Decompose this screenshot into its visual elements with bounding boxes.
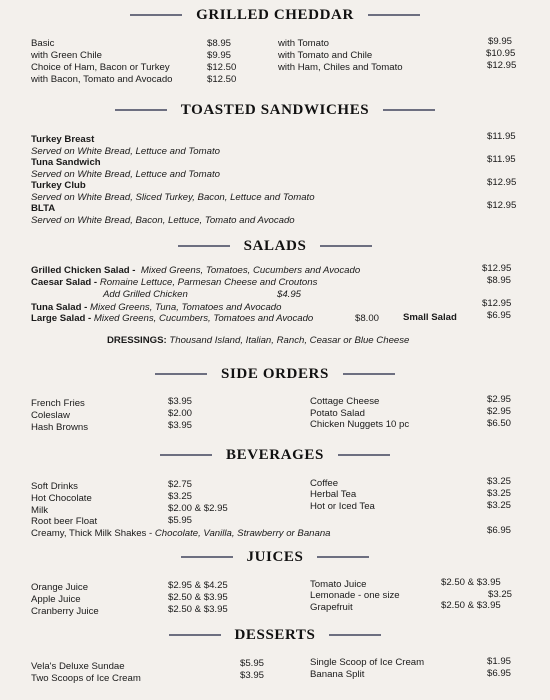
section-salads-header xyxy=(0,235,550,257)
header-rule-left xyxy=(178,245,230,247)
menu-item-name: Tuna Sandwich xyxy=(31,157,101,168)
menu-item-name: Single Scoop of Ice Cream xyxy=(310,657,425,668)
menu-item-price: $12.95 xyxy=(487,200,517,211)
menu-item-name: Basic xyxy=(31,38,55,49)
header-rule-right xyxy=(317,556,369,558)
menu-item-price: $3.25 xyxy=(488,589,513,600)
header-rule-right xyxy=(338,454,390,456)
menu-item-description: Romaine Lettuce, Parmesan Cheese and Croutons xyxy=(99,277,318,288)
menu-item-name: Grilled Chicken Salad - xyxy=(31,265,136,276)
menu-item-name: Lemonade - one size xyxy=(310,590,400,601)
menu-item-name: Vela's Deluxe Sundae xyxy=(31,661,125,672)
small-salad-name: Small Salad xyxy=(403,312,457,323)
menu-item-name: Two Scoops of Ice Cream xyxy=(31,673,141,684)
menu-item-price: $1.95 xyxy=(487,656,512,667)
menu-item-price: $9.95 xyxy=(207,50,232,61)
salad-row xyxy=(31,265,360,277)
menu-item-description: Served on White Bread, Lettuce and Tomato xyxy=(31,169,220,180)
menu-item-price: $11.95 xyxy=(487,131,516,142)
menu-item-price: $2.95 xyxy=(487,394,512,405)
section-title: SALADS xyxy=(243,237,307,254)
addon-price: $4.95 xyxy=(277,289,302,300)
header-rule-left xyxy=(181,556,233,558)
menu-item-description: Chocolate, Vanilla, Strawberry or Banana xyxy=(154,528,331,539)
menu-item-price: $9.95 xyxy=(488,36,513,47)
menu-item-price: $3.25 xyxy=(168,491,193,502)
menu-item-price: $12.95 xyxy=(487,60,517,71)
section-title: GRILLED CHEDDAR xyxy=(196,6,354,23)
menu-item-name: Root beer Float xyxy=(31,516,98,527)
menu-item-name: Hot Chocolate xyxy=(31,493,92,504)
menu-item-name: Apple Juice xyxy=(31,594,81,605)
menu-item-name: with Tomato xyxy=(278,38,330,49)
dressings-label: DRESSINGS: xyxy=(107,335,167,346)
menu-item-price: $2.95 & $4.25 xyxy=(168,580,228,591)
menu-item-name: Tuna Salad - xyxy=(31,302,88,313)
shakes-row xyxy=(31,528,331,540)
menu-item-price: $5.95 xyxy=(168,515,193,526)
menu-item-description: Served on White Bread, Sliced Turkey, Bacon, Lettuce and Tomato xyxy=(31,192,315,203)
menu-item-name: Turkey Breast xyxy=(31,134,95,145)
section-title: DESSERTS xyxy=(234,626,316,643)
menu-item-price: $6.95 xyxy=(487,668,512,679)
header-rule-left xyxy=(169,634,221,636)
menu-item-name: Coleslaw xyxy=(31,410,70,421)
menu-item-name: Creamy, Thick Milk Shakes - xyxy=(31,528,153,539)
menu-item-name: Chicken Nuggets 10 pc xyxy=(310,419,410,430)
menu-item-price: $6.95 xyxy=(487,525,512,536)
header-rule-right xyxy=(383,109,435,111)
menu-item-name: Large Salad - xyxy=(31,313,92,324)
menu-item-price: $2.00 & $2.95 xyxy=(168,503,228,514)
menu-item-name: Milk xyxy=(31,505,49,516)
menu-item-name: with Bacon, Tomato and Avocado xyxy=(31,74,173,85)
header-rule-right xyxy=(329,634,381,636)
salad-row xyxy=(31,277,317,289)
menu-item-price: $5.95 xyxy=(240,658,265,669)
header-rule-left xyxy=(130,14,182,16)
header-rule-right xyxy=(320,245,372,247)
header-rule-right xyxy=(368,14,420,16)
menu-item-price: $11.95 xyxy=(487,154,516,165)
menu-item-name: Turkey Club xyxy=(31,180,86,191)
section-toasted-sandwiches-header xyxy=(0,99,550,121)
menu-item-description: Mixed Greens, Tuna, Tomatoes and Avocado xyxy=(90,302,282,313)
menu-item-price: $12.95 xyxy=(482,298,512,309)
menu-item-price: $2.50 & $3.95 xyxy=(441,600,501,611)
menu-item-price: $2.95 xyxy=(487,406,512,417)
menu-item-price: $3.95 xyxy=(168,420,193,431)
section-desserts-header xyxy=(0,624,550,646)
menu-item-name: Soft Drinks xyxy=(31,481,78,492)
small-salad-price: $6.95 xyxy=(487,310,512,321)
menu-item-price: $12.50 xyxy=(207,74,237,85)
menu-item-price: $3.25 xyxy=(487,488,512,499)
menu-item-name: Herbal Tea xyxy=(310,489,357,500)
menu-item-price: $3.95 xyxy=(168,396,193,407)
menu-item-price: $12.50 xyxy=(207,62,237,73)
salad-row xyxy=(31,313,313,325)
header-rule-left xyxy=(155,373,207,375)
menu-item-price: $6.50 xyxy=(487,418,512,429)
section-title: BEVERAGES xyxy=(226,446,324,463)
menu-item-price: $3.95 xyxy=(240,670,265,681)
menu-item-name: Coffee xyxy=(310,478,339,489)
menu-item-name: Orange Juice xyxy=(31,582,89,593)
menu-item-price: $2.50 & $3.95 xyxy=(168,592,228,603)
menu-item-name: Cranberry Juice xyxy=(31,606,99,617)
menu-item-price: $12.95 xyxy=(482,263,512,274)
section-beverages-header xyxy=(0,444,550,466)
section-title: TOASTED SANDWICHES xyxy=(180,101,370,118)
section-title: JUICES xyxy=(246,548,304,565)
menu-item-name: Hash Browns xyxy=(31,422,89,433)
addon-name: Add Grilled Chicken xyxy=(103,289,188,300)
menu-item-description: Mixed Greens, Cucumbers, Tomatoes and Avocado xyxy=(93,313,314,324)
menu-item-name: BLTA xyxy=(31,203,56,214)
menu-item-price: $2.75 xyxy=(168,479,193,490)
menu-item-name: Grapefruit xyxy=(310,602,353,613)
menu-item-price: $2.50 & $3.95 xyxy=(441,577,501,588)
menu-item-description: Served on White Bread, Bacon, Lettuce, Tomato and Avocado xyxy=(31,215,295,226)
menu-item-name: French Fries xyxy=(31,398,85,409)
menu-item-description: Served on White Bread, Lettuce and Tomato xyxy=(31,146,220,157)
menu-item-name: Caesar Salad - xyxy=(31,277,98,288)
menu-item-description: Mixed Greens, Tomatoes, Cucumbers and Avocado xyxy=(140,265,361,276)
section-title: SIDE ORDERS xyxy=(221,365,329,382)
menu-item-name: Choice of Ham, Bacon or Turkey xyxy=(31,62,170,73)
menu-item-price: $10.95 xyxy=(486,48,516,59)
menu-item-name: with Tomato and Chile xyxy=(278,50,373,61)
dressings-line xyxy=(107,335,409,347)
menu-item-price: $8.95 xyxy=(207,38,232,49)
section-juices-header xyxy=(0,546,550,568)
menu-item-price: $8.95 xyxy=(487,275,512,286)
menu-item-name: Hot or Iced Tea xyxy=(310,501,375,512)
menu-item-price: $2.00 xyxy=(168,408,193,419)
menu-item-name: Potato Salad xyxy=(310,408,365,419)
menu-item-name: with Ham, Chiles and Tomato xyxy=(278,62,403,73)
header-rule-left xyxy=(115,109,167,111)
header-rule-right xyxy=(343,373,395,375)
menu-item-name: Tomato Juice xyxy=(310,579,367,590)
dressings-list: Thousand Island, Italian, Ranch, Ceasar or Blue Cheese xyxy=(169,335,410,346)
section-grilled-cheddar-header xyxy=(0,4,550,26)
menu-item-name: with Green Chile xyxy=(31,50,102,61)
menu-item-price: $12.95 xyxy=(487,177,517,188)
header-rule-left xyxy=(160,454,212,456)
menu-item-price: $3.25 xyxy=(487,476,512,487)
section-side-orders-header xyxy=(0,363,550,385)
menu-item-name: Cottage Cheese xyxy=(310,396,380,407)
menu-item-price: $2.50 & $3.95 xyxy=(168,604,228,615)
menu-item-price: $8.00 xyxy=(355,313,380,324)
menu-item-price: $3.25 xyxy=(487,500,512,511)
menu-item-name: Banana Split xyxy=(310,669,365,680)
